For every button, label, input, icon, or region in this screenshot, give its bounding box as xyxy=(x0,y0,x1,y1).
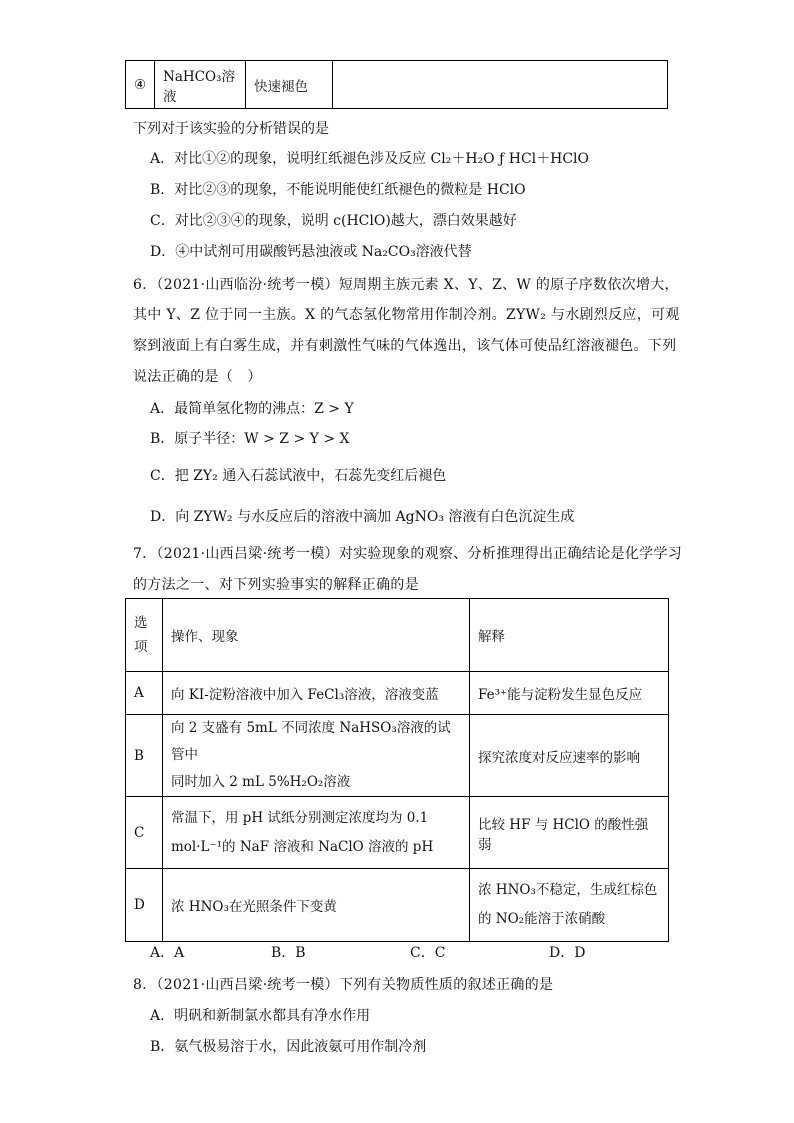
q5-stem: 下列对于该实验的分析错误的是 xyxy=(133,121,329,137)
q6-line-2: 其中 Y、Z 位于同一主族。X 的气态氢化物常用作制冷剂。ZYW₂ 与水剧烈反应，可观 xyxy=(133,307,680,323)
row-option: C xyxy=(126,797,163,869)
q8-option-b: B．氨气极易溶于水，因此液氨可用作制冷剂 xyxy=(150,1039,427,1055)
q6-option-a: A．最简单氢化物的沸点：Z > Y xyxy=(150,401,354,417)
q6-option-c: C．把 ZY₂ 通入石蕊试液中，石蕊先变红后褪色 xyxy=(150,468,447,484)
row-explanation xyxy=(470,869,669,942)
q7-line-2: 的方法之一、对下列实验事实的解释正确的是 xyxy=(133,577,419,593)
q7-answer-a: A．A xyxy=(150,945,185,961)
row-explanation xyxy=(470,715,669,797)
row-explanation xyxy=(470,672,669,715)
row-explanation-line: 比较 HF 与 HClO 的酸性强弱 xyxy=(478,816,649,853)
q5-option-b: B．对比②③的现象，不能说明能使红纸褪色的微粒是 HClO xyxy=(150,182,526,198)
table-row xyxy=(126,869,669,942)
q7-answer-b: B．B xyxy=(271,945,306,961)
table-row xyxy=(126,672,669,715)
row-operation-line: mol·L⁻¹的 NaF 溶液和 NaClO 溶液的 pH xyxy=(171,838,434,855)
row-explanation-line: Fe³⁺能与淀粉发生显色反应 xyxy=(478,687,643,703)
q7-table-header xyxy=(126,599,669,672)
phenomenon-cell: 快速褪色 xyxy=(246,61,333,109)
q6-line-3: 察到液面上有白雾生成，并有刺激性气味的气体逸出，该气体可使品红溶液褪色。下列 xyxy=(133,338,677,354)
q6-option-d: D．向 ZYW₂ 与水反应后的溶液中滴加 AgNO₃ 溶液有白色沉淀生成 xyxy=(150,509,575,525)
q7-table xyxy=(125,598,669,942)
q5-option-a: A．对比①②的现象，说明红纸褪色涉及反应 Cl₂＋H₂O ƒ HCl＋HClO xyxy=(150,151,590,167)
table-row xyxy=(126,715,669,797)
header-option xyxy=(126,599,163,672)
row-explanation-line: 探究浓度对反应速率的影响 xyxy=(478,749,640,766)
row-operation-line: 向 KI-淀粉溶液中加入 FeCl₃溶液，溶液变蓝 xyxy=(171,687,439,703)
header-operation: 操作、现象 xyxy=(163,599,470,672)
row-operation-line: 向 2 支盛有 5mL 不同浓度 NaHSO₃溶液的试管中 xyxy=(171,720,451,763)
q6-option-b: B．原子半径：W > Z > Y > X xyxy=(150,431,350,447)
q6-line-1: 6．（2021·山西临汾·统考一模）短周期主族元素 X、Y、Z、W 的原子序数依次增大， xyxy=(133,277,679,293)
row-explanation-line: 的 NO₂能溶于浓硝酸 xyxy=(478,911,606,927)
row-number: ④ xyxy=(126,61,155,109)
row-option: D xyxy=(126,869,163,942)
q7-answers xyxy=(0,942,794,962)
row-operation-line: 同时加入 2 mL 5%H₂O₂溶液 xyxy=(171,774,351,790)
header-option-top: 选 xyxy=(134,615,148,631)
q7-answer-c: C．C xyxy=(410,945,446,961)
row-operation-line: 常温下，用 pH 试纸分别测定浓度均为 0.1 xyxy=(171,809,429,826)
q6-line-4: 说法正确的是（ ） xyxy=(133,369,262,385)
q7-line-1: 7．（2021·山西吕梁·统考一模）对实验现象的观察、分析推理得出正确结论是化学学习 xyxy=(133,546,683,562)
row-option: B xyxy=(126,715,163,797)
row-operation xyxy=(163,715,470,797)
q8-line-1: 8．（2021·山西吕梁·统考一模）下列有关物质性质的叙述正确的是 xyxy=(133,977,554,993)
q5-table-tail xyxy=(125,60,668,109)
q7-answer-d: D．D xyxy=(549,945,586,961)
q5-option-c: C．对比②③④的现象，说明 c(HClO)越大，漂白效果越好 xyxy=(150,213,517,229)
blank-cell xyxy=(333,61,668,109)
row-explanation xyxy=(470,797,669,869)
row-operation-line: 浓 HNO₃在光照条件下变黄 xyxy=(171,899,337,915)
q5-option-d: D．④中试剂可用碳酸钙悬浊液或 Na₂CO₃溶液代替 xyxy=(150,244,472,260)
row-operation xyxy=(163,869,470,942)
row-explanation-line: 浓 HNO₃不稳定，生成红棕色 xyxy=(478,882,658,898)
row-operation xyxy=(163,672,470,715)
table-row xyxy=(126,797,669,869)
row-option: A xyxy=(126,672,163,715)
q8-option-a: A．明矾和新制氯水都具有净水作用 xyxy=(150,1008,371,1024)
row-operation xyxy=(163,797,470,869)
header-option-bottom: 项 xyxy=(134,639,148,655)
header-explanation: 解释 xyxy=(470,599,669,672)
reagent-cell: NaHCO₃溶液 xyxy=(155,61,246,109)
